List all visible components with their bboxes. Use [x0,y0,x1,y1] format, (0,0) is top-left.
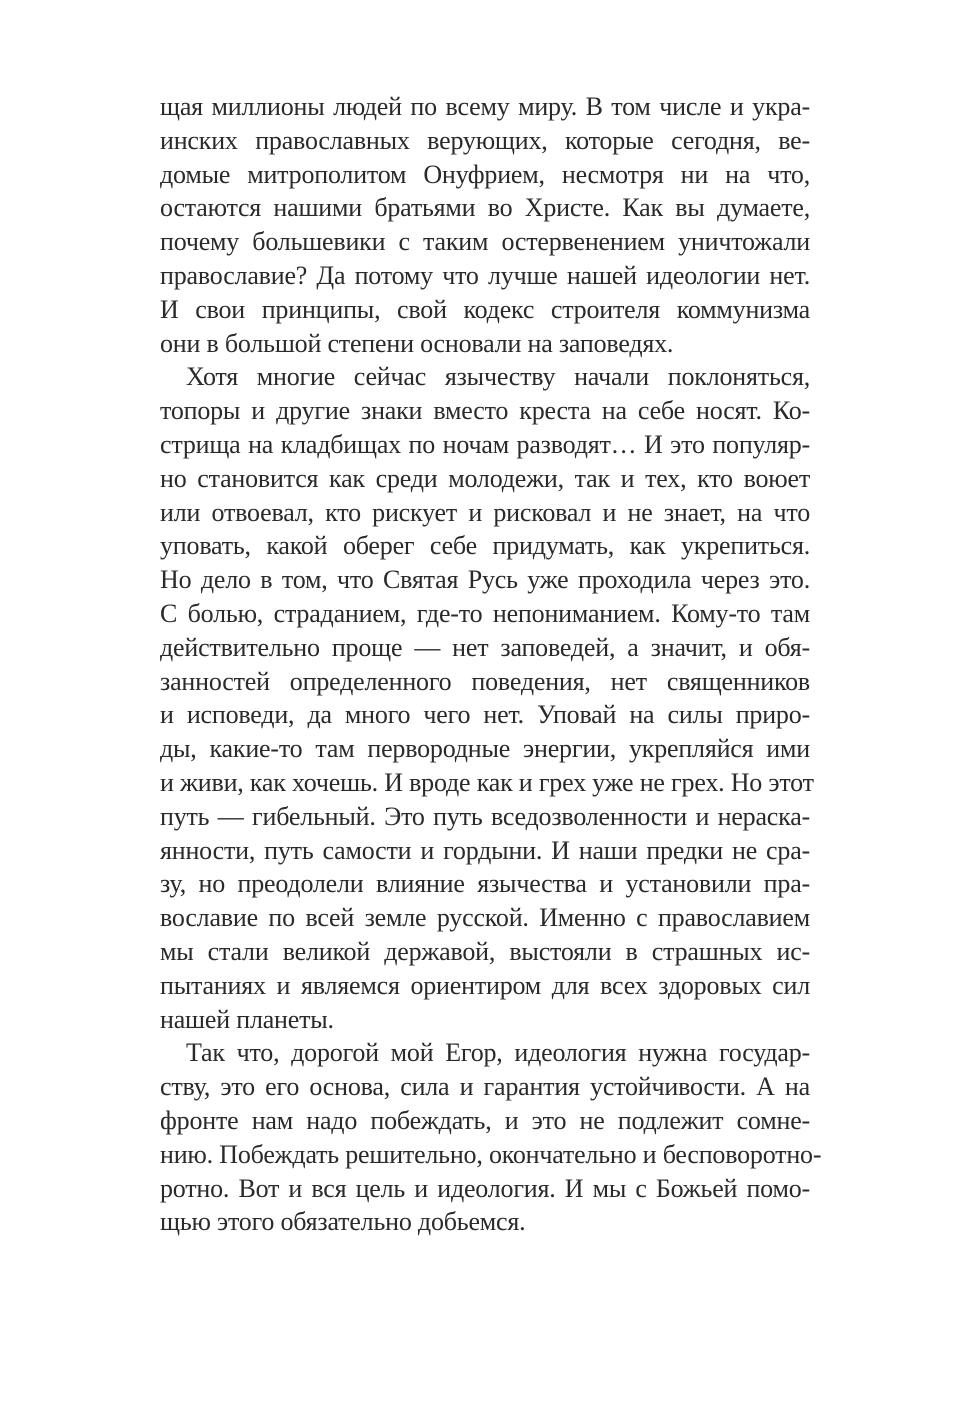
text-line: мы стали великой державой, выстояли в страшных ис- [160,936,810,966]
text-line: путь — гибельный. Это путь вседозволенности и нераска- [160,801,810,831]
text-line: но становится как среди молодежи, так и тех, кто воюет [160,463,810,493]
text-line: действительно проще — нет заповедей, а значит, и обя- [160,632,810,662]
text-line: или отвоевал, кто рискует и рисковал и не знает, на что [160,497,810,527]
paragraph-2 [160,360,814,1036]
text-line: вославие по всей земле русской. Именно с православием [160,903,810,933]
text-line: ды, какие-то там первородные энергии, укрепляйся ими [160,734,810,764]
text-line: православие? Да потому что лучше нашей идеологии нет. [160,260,810,290]
text-line: И свои принципы, свой кодекс строителя коммунизма [160,294,810,324]
paragraph-1 [160,90,810,360]
text-line: Так что, дорогой мой Егор, идеология нужна государ- [186,1038,810,1068]
text-line: пытаниях и являемся ориентиром для всех здоровых сил [160,970,810,1000]
text-line: топоры и другие знаки вместо креста на себе носят. Ко- [160,396,810,426]
text-line: нию. Побеждать решительно, окончательно и бесповоротно- [160,1139,822,1169]
text-line: занностей определенного поведения, нет священников [160,666,810,696]
text-line: и живи, как хочешь. И вроде как и грех уже не грех. Но этот [160,767,814,797]
book-page [160,90,822,1239]
text-line: янности, путь самости и гордыни. И наши предки не сра- [160,835,810,865]
text-line: ству, это его основа, сила и гарантия устойчивости. А на [160,1072,810,1102]
text-line: остаются нашими братьями во Христе. Как вы думаете, [160,193,810,223]
text-line: стрища на кладбищах по ночам разводят… И это популяр- [160,429,810,459]
text-line: ротно. Вот и вся цель и идеология. И мы с Божьей помо- [160,1173,810,1203]
text-line: почему большевики с таким остервенением уничтожали [160,227,810,257]
text-line: зу, но преодолели влияние язычества и установили пра- [160,869,810,899]
text-line: Но дело в том, что Святая Русь уже проходила через это. [160,565,810,595]
text-line: инских православных верующих, которые сегодня, ве- [160,125,810,155]
text-line: фронте нам надо побеждать, и это не подлежит сомне- [160,1105,810,1135]
text-line: щая миллионы людей по всему миру. В том числе и укра- [160,92,810,121]
text-line: и исповеди, да много чего нет. Уповай на силы приро- [160,700,810,730]
text-line: домые митрополитом Онуфрием, несмотря ни на что, [160,159,810,189]
text-line: Хотя многие сейчас язычеству начали поклоняться, [186,362,810,392]
text-line: уповать, какой оберег себе придумать, как укрепиться. [160,531,810,561]
text-line: они в большой степени основали на заповедях. [160,328,674,358]
text-line: нашей планеты. [160,1004,334,1034]
text-line: щью этого обязательно добьемся. [160,1207,526,1237]
text-line: С болью, страданием, где-то непониманием. Кому-то там [160,598,810,628]
paragraph-3 [160,1036,822,1239]
